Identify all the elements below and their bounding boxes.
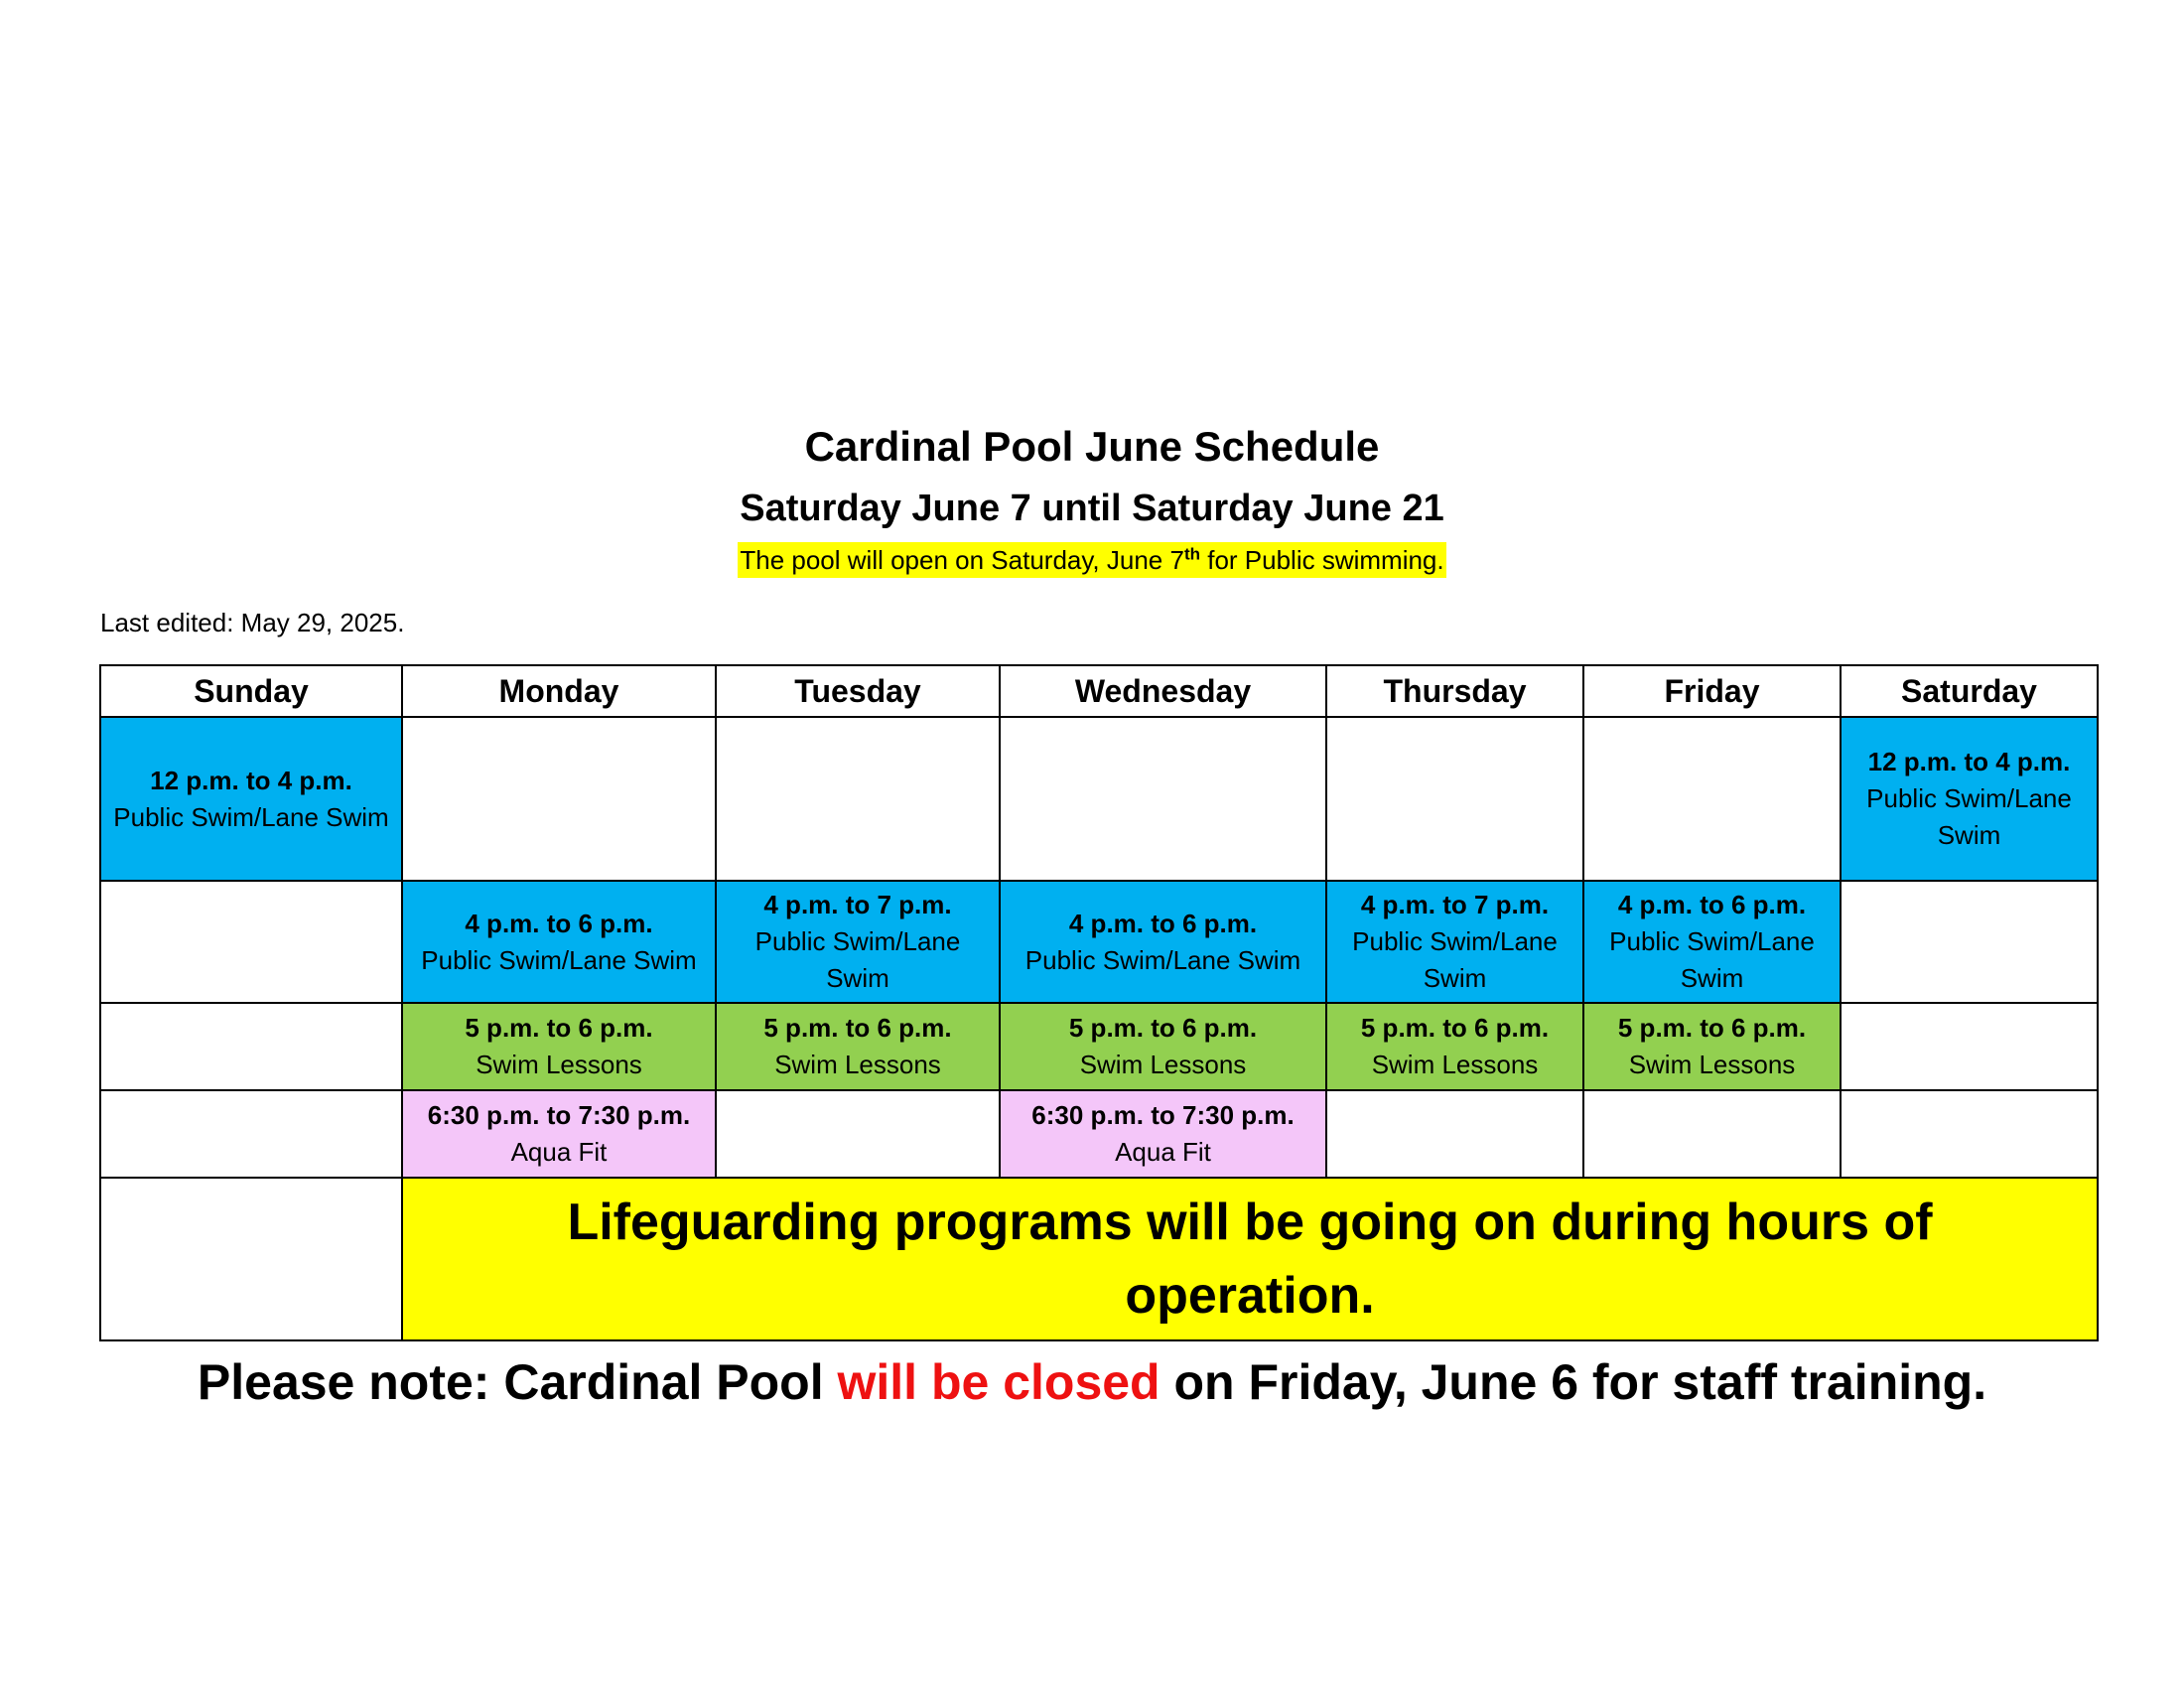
- day-header-thursday: Thursday: [1326, 665, 1583, 717]
- last-edited-date: Last edited: May 29, 2025.: [100, 608, 405, 637]
- slot-activity: Swim Lessons: [774, 1050, 941, 1079]
- slot-time: 5 p.m. to 6 p.m.: [763, 1013, 952, 1043]
- closure-note-text-end: on Friday, June 6 for staff training.: [1160, 1354, 1987, 1410]
- empty-cell: [100, 1090, 402, 1178]
- slot-activity: Public Swim/Lane Swim: [1352, 926, 1558, 993]
- slot-activity: Public Swim/Lane Swim: [1866, 783, 2072, 850]
- closure-highlight: will be closed: [837, 1354, 1160, 1410]
- empty-cell: [1000, 717, 1326, 881]
- schedule-row: [100, 717, 2098, 881]
- slot-activity: Public Swim/Lane Swim: [1609, 926, 1815, 993]
- empty-cell: [1841, 881, 2098, 1003]
- slot-time: 12 p.m. to 4 p.m.: [1867, 747, 2071, 776]
- empty-cell: [100, 1003, 402, 1090]
- day-header-saturday: Saturday: [1841, 665, 2098, 717]
- day-header-sunday: Sunday: [100, 665, 402, 717]
- header-row: [100, 665, 2098, 717]
- slot-time: 4 p.m. to 6 p.m.: [1068, 908, 1258, 938]
- slot-time: 12 p.m. to 4 p.m.: [150, 765, 352, 795]
- empty-cell: [716, 717, 1000, 881]
- slot-tuesday-swim-lessons: [716, 1003, 1000, 1090]
- opening-notice-wrap: [0, 542, 2184, 578]
- slot-activity: Swim Lessons: [1628, 1050, 1796, 1079]
- slot-friday-public-swim: [1583, 881, 1841, 1003]
- slot-friday-swim-lessons: [1583, 1003, 1841, 1090]
- closure-note-text: Please note: Cardinal Pool: [197, 1354, 838, 1410]
- slot-activity: Public Swim/Lane Swim: [421, 944, 697, 975]
- opening-notice-text-end: for Public swimming.: [1200, 545, 1444, 575]
- slot-time: 4 p.m. to 6 p.m.: [1617, 890, 1807, 919]
- empty-cell: [100, 1178, 402, 1340]
- empty-cell: [1326, 717, 1583, 881]
- slot-saturday-public-swim: [1841, 717, 2098, 881]
- empty-cell: [402, 717, 716, 881]
- slot-activity: Aqua Fit: [1115, 1137, 1211, 1167]
- slot-monday-swim-lessons: [402, 1003, 716, 1090]
- slot-tuesday-public-swim: [716, 881, 1000, 1003]
- slot-thursday-public-swim: [1326, 881, 1583, 1003]
- opening-notice-ordinal: th: [1183, 544, 1200, 564]
- slot-wednesday-swim-lessons: [1000, 1003, 1326, 1090]
- lifeguarding-banner: Lifeguarding programs will be going on during hours of operation.: [402, 1178, 2098, 1340]
- schedule-row: [100, 1003, 2098, 1090]
- date-range-subtitle: Saturday June 7 until Saturday June 21: [740, 488, 1444, 529]
- slot-wednesday-public-swim: [1000, 881, 1326, 1003]
- schedule-row: [100, 881, 2098, 1003]
- slot-activity: Public Swim/Lane Swim: [754, 926, 961, 993]
- slot-time: 4 p.m. to 6 p.m.: [465, 908, 653, 938]
- empty-cell: [1841, 1003, 2098, 1090]
- empty-cell: [100, 881, 402, 1003]
- page-title: Cardinal Pool June Schedule: [804, 423, 1380, 470]
- slot-time: 5 p.m. to 6 p.m.: [465, 1013, 653, 1043]
- slot-monday-aqua-fit: [402, 1090, 716, 1178]
- slot-monday-public-swim: [402, 881, 716, 1003]
- slot-time: 5 p.m. to 6 p.m.: [1360, 1013, 1550, 1043]
- empty-cell: [1583, 1090, 1841, 1178]
- opening-notice: [738, 542, 1445, 578]
- slot-activity: Aqua Fit: [510, 1137, 608, 1167]
- slot-sunday-public-swim: [100, 717, 402, 881]
- empty-cell: [716, 1090, 1000, 1178]
- schedule-row: [100, 1178, 2098, 1340]
- slot-time: 4 p.m. to 7 p.m.: [763, 890, 952, 919]
- empty-cell: [1326, 1090, 1583, 1178]
- opening-notice-text: The pool will open on Saturday, June 7: [740, 545, 1184, 575]
- slot-wednesday-aqua-fit: [1000, 1090, 1326, 1178]
- slot-time: 6:30 p.m. to 7:30 p.m.: [1031, 1100, 1295, 1130]
- empty-cell: [1583, 717, 1841, 881]
- schedule-row: [100, 1090, 2098, 1178]
- empty-cell: [1841, 1090, 2098, 1178]
- slot-time: 5 p.m. to 6 p.m.: [1617, 1013, 1807, 1043]
- slot-time: 6:30 p.m. to 7:30 p.m.: [427, 1100, 691, 1130]
- day-header-friday: Friday: [1583, 665, 1841, 717]
- slot-activity: Swim Lessons: [1079, 1050, 1247, 1079]
- closure-note: [0, 1350, 2184, 1414]
- slot-time: 4 p.m. to 7 p.m.: [1360, 890, 1550, 919]
- slot-thursday-swim-lessons: [1326, 1003, 1583, 1090]
- slot-activity: Swim Lessons: [476, 1050, 642, 1079]
- schedule-table: [99, 664, 2099, 1341]
- slot-activity: Public Swim/Lane Swim: [113, 801, 389, 832]
- slot-activity: Swim Lessons: [1371, 1050, 1539, 1079]
- day-header-wednesday: Wednesday: [1000, 665, 1326, 717]
- slot-time: 5 p.m. to 6 p.m.: [1068, 1013, 1258, 1043]
- day-header-tuesday: Tuesday: [716, 665, 1000, 717]
- day-header-monday: Monday: [402, 665, 716, 717]
- slot-activity: Public Swim/Lane Swim: [1024, 944, 1301, 975]
